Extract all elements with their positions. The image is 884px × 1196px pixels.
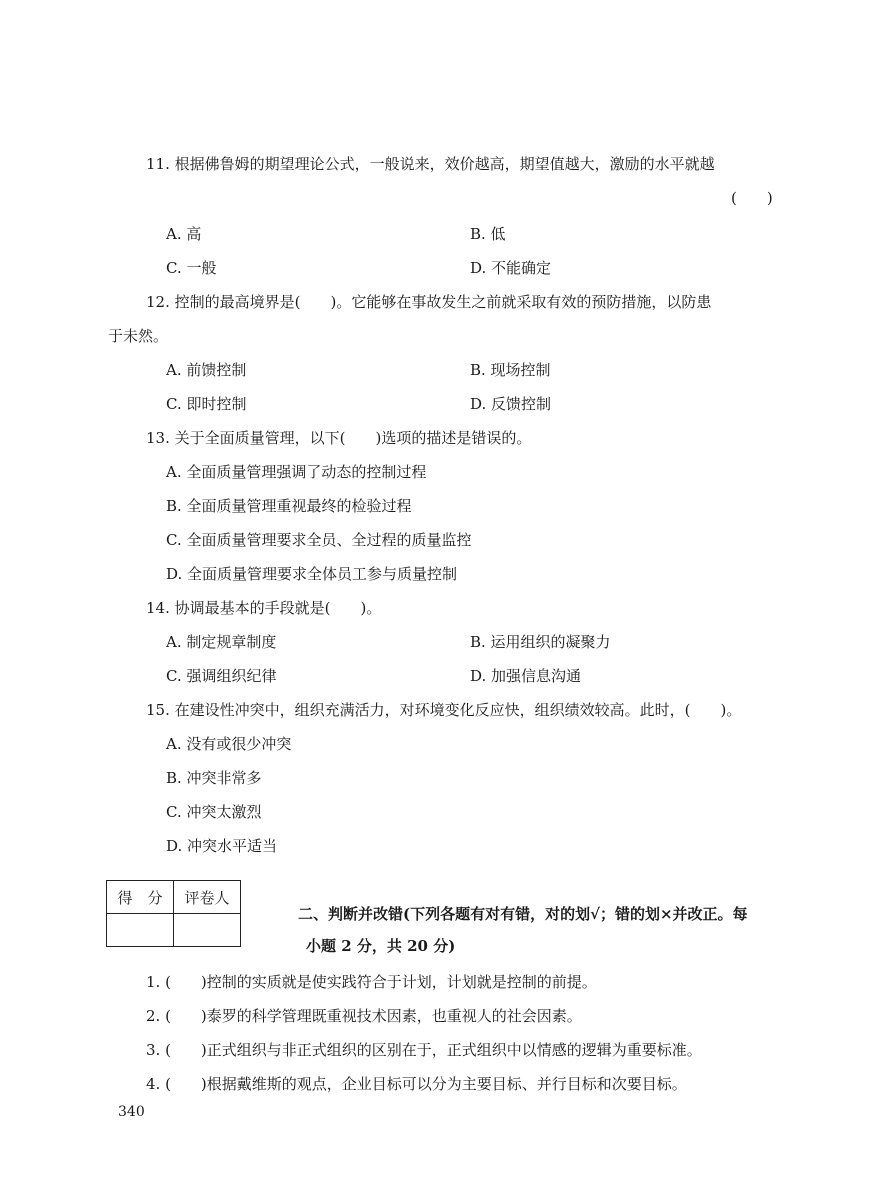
- question-11-option-b: B. 低: [470, 225, 506, 243]
- question-15-stem: 15. 在建设性冲突中，组织充满活力，对环境变化反应快，组织绩效较高。此时，( )。: [146, 701, 742, 719]
- tf-item-1: 1. ( )控制的实质就是使实践符合于计划，计划就是控制的前提。: [146, 973, 597, 991]
- question-11-stem: 11. 根据佛鲁姆的期望理论公式，一般说来，效价越高，期望值越大，激励的水平就越: [146, 155, 715, 173]
- score-label: 得 分: [107, 881, 174, 914]
- grader-cell[interactable]: [174, 914, 241, 947]
- question-15-option-d: D. 冲突水平适当: [166, 837, 278, 855]
- question-14-option-c: C. 强调组织纪律: [166, 667, 277, 685]
- question-12-stem-line1: 12. 控制的最高境界是( )。它能够在事故发生之前就采取有效的预防措施，以防患: [146, 293, 712, 311]
- question-13-option-c: C. 全面质量管理要求全员、全过程的质量监控: [166, 531, 472, 549]
- question-12-option-c: C. 即时控制: [166, 395, 247, 413]
- question-11-option-c: C. 一般: [166, 259, 217, 277]
- question-15-option-b: B. 冲突非常多: [166, 769, 262, 787]
- question-13-stem: 13. 关于全面质量管理，以下( )选项的描述是错误的。: [146, 429, 532, 447]
- question-15-option-a: A. 没有或很少冲突: [166, 735, 292, 753]
- question-11-option-a: A. 高: [166, 225, 202, 243]
- question-14-option-d: D. 加强信息沟通: [470, 667, 582, 685]
- tf-item-4: 4. ( )根据戴维斯的观点，企业目标可以分为主要目标、并行目标和次要目标。: [146, 1075, 687, 1093]
- question-11-option-d: D. 不能确定: [470, 259, 552, 277]
- page-number: 340: [118, 1104, 145, 1120]
- score-table: [106, 880, 241, 947]
- question-12-stem-line2: 于未然。: [108, 327, 169, 345]
- question-14-option-a: A. 制定规章制度: [166, 633, 277, 651]
- tf-item-2: 2. ( )泰罗的科学管理既重视技术因素，也重视人的社会因素。: [146, 1007, 582, 1025]
- question-14-stem: 14. 协调最基本的手段就是( )。: [146, 599, 382, 617]
- question-12-option-b: B. 现场控制: [470, 361, 551, 379]
- score-cell[interactable]: [107, 914, 174, 947]
- question-15-option-c: C. 冲突太激烈: [166, 803, 262, 821]
- grader-label: 评卷人: [174, 881, 241, 914]
- question-14-option-b: B. 运用组织的凝聚力: [470, 633, 611, 651]
- question-12-option-d: D. 反馈控制: [470, 395, 552, 413]
- question-12-option-a: A. 前馈控制: [166, 361, 247, 379]
- section-2-heading-line2: 小题 2 分，共 20 分): [306, 937, 456, 955]
- tf-item-3: 3. ( )正式组织与非正式组织的区别在于，正式组织中以情感的逻辑为重要标准。: [146, 1041, 702, 1059]
- question-13-option-b: B. 全面质量管理重视最终的检验过程: [166, 497, 412, 515]
- question-13-option-a: A. 全面质量管理强调了动态的控制过程: [166, 463, 427, 481]
- question-13-option-d: D. 全面质量管理要求全体员工参与质量控制: [166, 565, 458, 583]
- section-2-heading-line1: 二、判断并改错(下列各题有对有错，对的划√；错的划×并改正。每: [298, 905, 748, 923]
- question-11-answer-paren: ( ): [731, 189, 773, 207]
